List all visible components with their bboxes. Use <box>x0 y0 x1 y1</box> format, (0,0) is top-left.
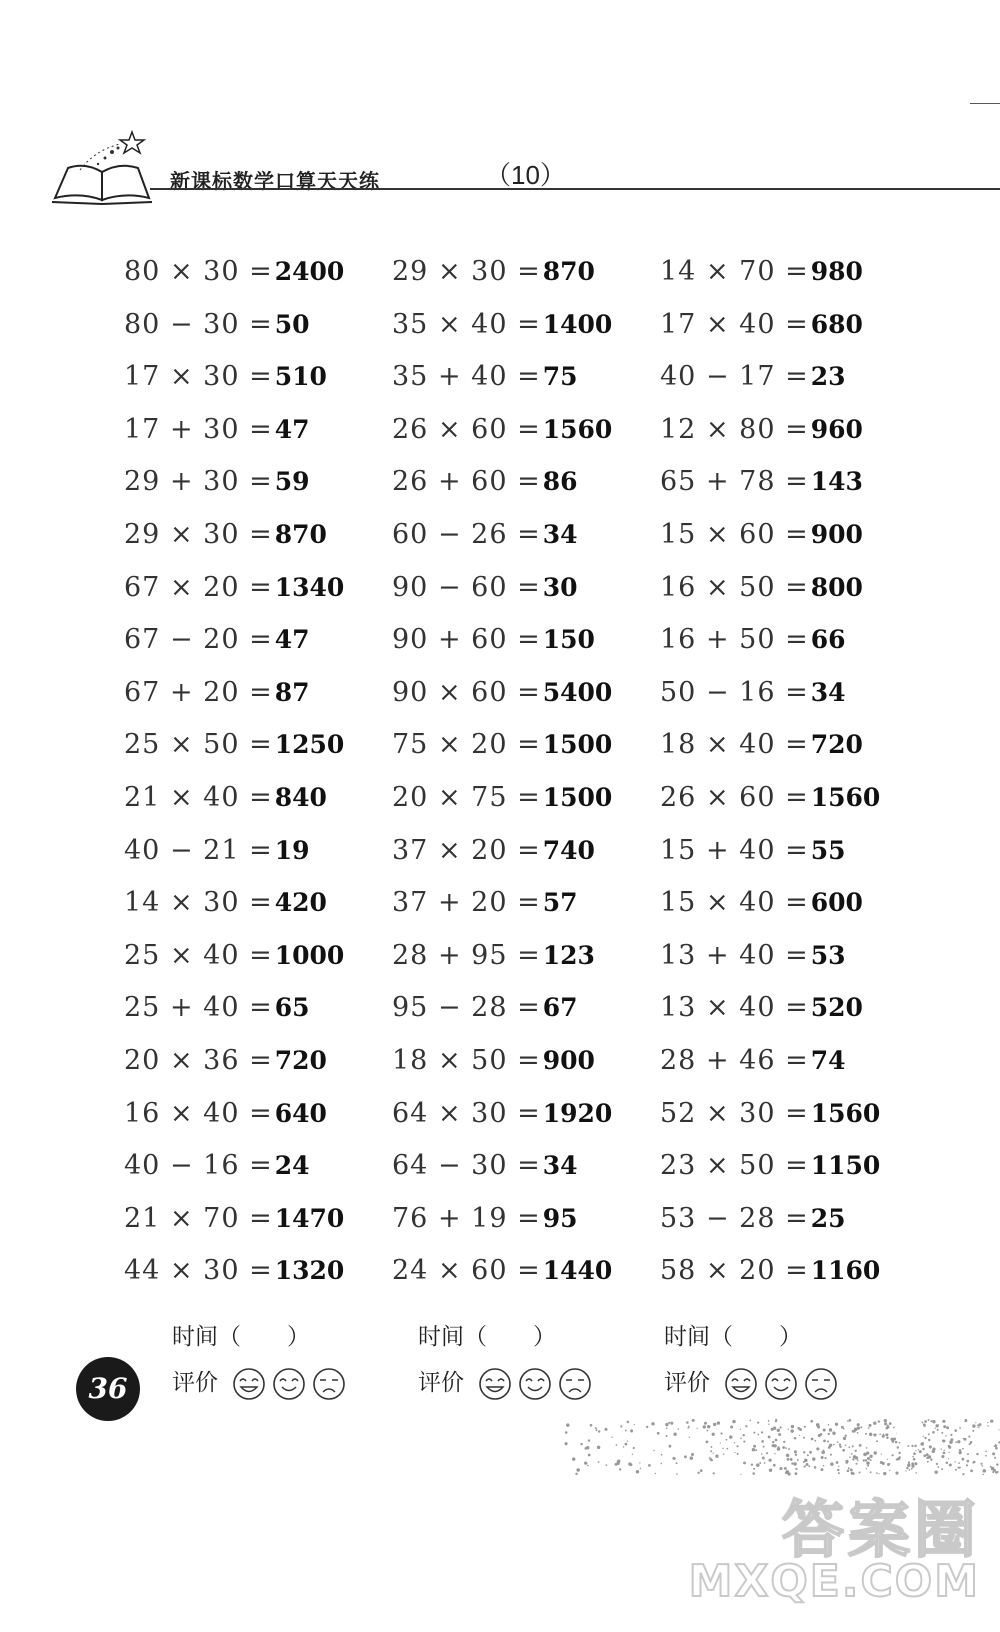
problem-item <box>392 410 612 450</box>
problem-answer: 2400 <box>274 257 345 286</box>
problem-answer: 1470 <box>274 1203 345 1233</box>
problem-expression: 80 × 30 = <box>124 256 273 287</box>
problem-expression: 90 × 60 = <box>392 676 541 708</box>
problem-item <box>124 568 344 608</box>
problem-expression: 53 − 28 = <box>660 1202 809 1234</box>
problem-item <box>660 936 846 976</box>
problem-item <box>392 357 578 397</box>
problem-answer: 47 <box>274 414 310 444</box>
problem-expression: 37 × 20 = <box>392 834 541 866</box>
time-field[interactable]: 时间（ ） <box>172 1324 310 1350</box>
problem-expression: 35 × 40 = <box>392 308 541 340</box>
problem-expression: 37 + 20 = <box>392 887 541 919</box>
problem-expression: 67 − 20 = <box>124 624 273 656</box>
rating-faces <box>478 1367 592 1401</box>
evaluation-label: 评价 <box>172 1370 218 1396</box>
problem-item <box>124 1146 310 1186</box>
problem-expression: 60 − 26 = <box>392 519 541 550</box>
problem-answer: 1560 <box>810 1098 881 1128</box>
problem-expression: 26 × 60 = <box>392 413 541 445</box>
problem-answer: 720 <box>810 730 863 760</box>
problem-answer: 640 <box>274 1098 327 1128</box>
problem-item <box>660 1199 846 1239</box>
problem-answer: 1560 <box>810 783 881 812</box>
problem-answer: 740 <box>542 835 595 865</box>
problem-expression: 50 − 16 = <box>660 676 809 708</box>
problem-expression: 90 − 60 = <box>392 571 541 603</box>
problem-answer: 1560 <box>542 414 613 444</box>
problem-item <box>392 936 595 976</box>
problem-answer: 1500 <box>542 783 613 812</box>
smile-face-icon[interactable] <box>764 1367 798 1401</box>
problem-answer: 66 <box>810 625 846 655</box>
problem-item <box>660 357 846 397</box>
problem-answer: 87 <box>274 677 310 707</box>
happy-face-icon[interactable] <box>478 1367 512 1401</box>
problem-expression: 90 + 60 = <box>392 624 541 656</box>
problem-item <box>124 988 310 1028</box>
problem-expression: 80 − 30 = <box>124 308 273 340</box>
problem-answer: 1340 <box>274 572 345 602</box>
problem-expression: 52 × 30 = <box>660 1097 809 1129</box>
problem-answer: 55 <box>810 835 846 865</box>
problem-item <box>660 515 863 555</box>
problem-item <box>124 1041 327 1081</box>
problem-item <box>392 1251 612 1291</box>
problem-item <box>124 515 327 555</box>
problem-answer: 900 <box>810 520 863 549</box>
problem-item <box>660 725 863 765</box>
problem-expression: 64 × 30 = <box>392 1097 541 1129</box>
problem-expression: 65 + 78 = <box>660 466 809 498</box>
decorative-speckle-band <box>560 1410 1000 1480</box>
book-title: 新课标数学口算天天练 <box>170 169 380 193</box>
problem-answer: 75 <box>542 362 578 392</box>
sad-face-icon[interactable] <box>558 1367 592 1401</box>
problem-expression: 16 × 40 = <box>124 1097 273 1129</box>
problem-expression: 24 × 60 = <box>392 1255 541 1287</box>
problem-expression: 17 × 30 = <box>124 361 273 393</box>
problem-item <box>660 778 880 818</box>
problem-answer: 123 <box>542 940 595 970</box>
problem-item <box>124 305 310 345</box>
evaluation-row <box>664 1364 838 1401</box>
evaluation-row <box>418 1364 592 1401</box>
problem-item <box>660 1251 880 1291</box>
problem-expression: 21 × 40 = <box>124 782 273 813</box>
problem-item <box>392 831 595 871</box>
exercise-number: （10） <box>485 160 566 190</box>
problem-item <box>660 1041 846 1081</box>
problem-item <box>124 462 310 502</box>
problem-item <box>124 673 310 713</box>
happy-face-icon[interactable] <box>724 1367 758 1401</box>
problem-answer: 1320 <box>274 1256 345 1286</box>
problem-expression: 67 + 20 = <box>124 676 273 708</box>
problem-item <box>660 673 846 713</box>
problem-answer: 1400 <box>542 309 613 339</box>
problem-answer: 600 <box>810 888 863 918</box>
problem-item <box>392 568 578 608</box>
problem-answer: 150 <box>542 625 595 655</box>
problem-item <box>392 778 612 818</box>
problem-answer: 23 <box>810 362 846 392</box>
problem-expression: 17 × 40 = <box>660 308 809 340</box>
problem-answer: 960 <box>810 414 863 444</box>
problem-answer: 870 <box>274 520 327 549</box>
problem-answer: 57 <box>542 888 578 918</box>
problem-expression: 75 × 20 = <box>392 729 541 761</box>
problem-item <box>660 620 846 660</box>
problem-answer: 59 <box>274 467 310 497</box>
problem-answer: 25 <box>810 1203 846 1233</box>
problem-answer: 720 <box>274 1046 327 1075</box>
problem-answer: 65 <box>274 993 310 1023</box>
evaluation-label: 评价 <box>418 1370 464 1396</box>
problem-expression: 40 − 17 = <box>660 361 809 393</box>
problem-item <box>392 1199 578 1239</box>
problem-item <box>124 1094 327 1134</box>
watermark-cn-text: 答案圈 <box>781 1493 980 1566</box>
problem-answer: 680 <box>810 309 863 339</box>
problem-item <box>124 936 344 976</box>
problem-answer: 143 <box>810 467 863 497</box>
problem-answer: 1160 <box>810 1256 881 1286</box>
problem-expression: 95 − 28 = <box>392 992 541 1024</box>
problem-item <box>392 1041 595 1081</box>
problem-answer: 1500 <box>542 730 613 760</box>
problem-item <box>392 673 612 713</box>
time-field[interactable]: 时间（ ） <box>418 1324 556 1350</box>
evaluation-label: 评价 <box>664 1370 710 1396</box>
problem-answer: 900 <box>542 1046 595 1075</box>
problem-item <box>660 252 863 292</box>
problem-expression: 67 × 20 = <box>124 571 273 603</box>
problem-item <box>660 831 846 871</box>
problem-item <box>124 778 327 818</box>
watermark-en-text: MXQE.COM <box>688 1556 980 1607</box>
problem-item <box>392 252 595 292</box>
problem-expression: 15 + 40 = <box>660 834 809 866</box>
problem-expression: 17 + 30 = <box>124 413 273 445</box>
problem-answer: 980 <box>810 257 863 286</box>
problem-answer: 24 <box>274 1151 310 1181</box>
problem-item <box>392 305 612 345</box>
problem-answer: 47 <box>274 625 310 655</box>
problem-answer: 86 <box>542 467 578 497</box>
happy-face-icon[interactable] <box>232 1367 266 1401</box>
problem-item <box>124 252 344 292</box>
problem-item <box>392 725 612 765</box>
problem-expression: 20 × 75 = <box>392 782 541 813</box>
problem-expression: 29 × 30 = <box>392 256 541 287</box>
problem-item <box>124 410 310 450</box>
problem-item <box>660 568 863 608</box>
problem-answer: 870 <box>542 257 595 286</box>
problem-answer: 800 <box>810 572 863 602</box>
problem-expression: 29 × 30 = <box>124 519 273 550</box>
problem-expression: 12 × 80 = <box>660 413 809 445</box>
problem-expression: 15 × 60 = <box>660 519 809 550</box>
problem-expression: 26 × 60 = <box>660 782 809 813</box>
problem-item <box>392 515 578 555</box>
rating-faces <box>232 1367 346 1401</box>
problem-item <box>660 410 863 450</box>
problem-answer: 1920 <box>542 1098 613 1128</box>
problem-item <box>124 357 327 397</box>
problem-expression: 44 × 30 = <box>124 1255 273 1287</box>
rating-faces <box>724 1367 838 1401</box>
problem-item <box>660 988 863 1028</box>
problem-expression: 18 × 40 = <box>660 729 809 761</box>
problem-item <box>124 831 310 871</box>
time-field[interactable]: 时间（ ） <box>664 1324 802 1350</box>
problem-expression: 14 × 70 = <box>660 256 809 287</box>
evaluation-row <box>172 1364 346 1401</box>
problem-answer: 95 <box>542 1203 578 1233</box>
problem-item <box>124 1199 344 1239</box>
problem-answer: 50 <box>274 309 310 339</box>
problem-expression: 18 × 50 = <box>392 1045 541 1076</box>
problem-expression: 64 − 30 = <box>392 1150 541 1182</box>
problem-expression: 16 × 50 = <box>660 571 809 603</box>
page-number-badge: 36 <box>76 1357 140 1421</box>
problem-answer: 510 <box>274 362 327 392</box>
problem-expression: 40 − 21 = <box>124 834 273 866</box>
smile-face-icon[interactable] <box>272 1367 306 1401</box>
problem-answer: 53 <box>810 940 846 970</box>
problem-item <box>392 462 578 502</box>
problem-expression: 20 × 36 = <box>124 1045 273 1076</box>
problem-answer: 19 <box>274 835 310 865</box>
problem-expression: 13 × 40 = <box>660 992 809 1024</box>
problem-answer: 1000 <box>274 940 345 970</box>
problem-item <box>660 305 863 345</box>
problem-answer: 34 <box>542 520 578 549</box>
problem-item <box>660 883 863 923</box>
problem-answer: 74 <box>810 1046 846 1075</box>
problem-item <box>392 1094 612 1134</box>
problem-item <box>660 462 863 502</box>
problem-item <box>392 1146 578 1186</box>
problem-answer: 520 <box>810 993 863 1023</box>
problem-answer: 420 <box>274 888 327 918</box>
problem-answer: 34 <box>542 1151 578 1181</box>
problem-expression: 26 + 60 = <box>392 466 541 498</box>
problem-answer: 1440 <box>542 1256 613 1286</box>
problem-expression: 35 + 40 = <box>392 361 541 393</box>
problem-item <box>392 988 578 1028</box>
problem-item <box>124 725 344 765</box>
problem-expression: 14 × 30 = <box>124 887 273 919</box>
problem-expression: 40 − 16 = <box>124 1150 273 1182</box>
problem-expression: 28 + 95 = <box>392 939 541 971</box>
problem-answer: 34 <box>810 677 846 707</box>
problem-item <box>660 1094 880 1134</box>
problem-expression: 13 + 40 = <box>660 939 809 971</box>
problem-answer: 30 <box>542 572 578 602</box>
problem-expression: 76 + 19 = <box>392 1202 541 1234</box>
problem-expression: 25 + 40 = <box>124 992 273 1024</box>
problem-expression: 58 × 20 = <box>660 1255 809 1287</box>
problem-expression: 29 + 30 = <box>124 466 273 498</box>
problem-item <box>660 1146 880 1186</box>
problem-expression: 15 × 40 = <box>660 887 809 919</box>
problem-expression: 25 × 50 = <box>124 729 273 761</box>
problem-answer: 1250 <box>274 730 345 760</box>
problem-item <box>124 1251 344 1291</box>
watermark <box>620 1480 980 1620</box>
sad-face-icon[interactable] <box>804 1367 838 1401</box>
problem-answer: 67 <box>542 993 578 1023</box>
problem-item <box>124 620 310 660</box>
problem-expression: 16 + 50 = <box>660 624 809 656</box>
sad-face-icon[interactable] <box>312 1367 346 1401</box>
problem-item <box>124 883 327 923</box>
smile-face-icon[interactable] <box>518 1367 552 1401</box>
problem-expression: 25 × 40 = <box>124 939 273 971</box>
problem-answer: 840 <box>274 783 327 812</box>
problem-expression: 23 × 50 = <box>660 1150 809 1182</box>
problem-answer: 1150 <box>810 1151 881 1181</box>
problem-item <box>392 620 595 660</box>
problem-expression: 21 × 70 = <box>124 1202 273 1234</box>
problem-item <box>392 883 578 923</box>
problem-answer: 5400 <box>542 677 613 707</box>
problem-expression: 28 + 46 = <box>660 1045 809 1076</box>
